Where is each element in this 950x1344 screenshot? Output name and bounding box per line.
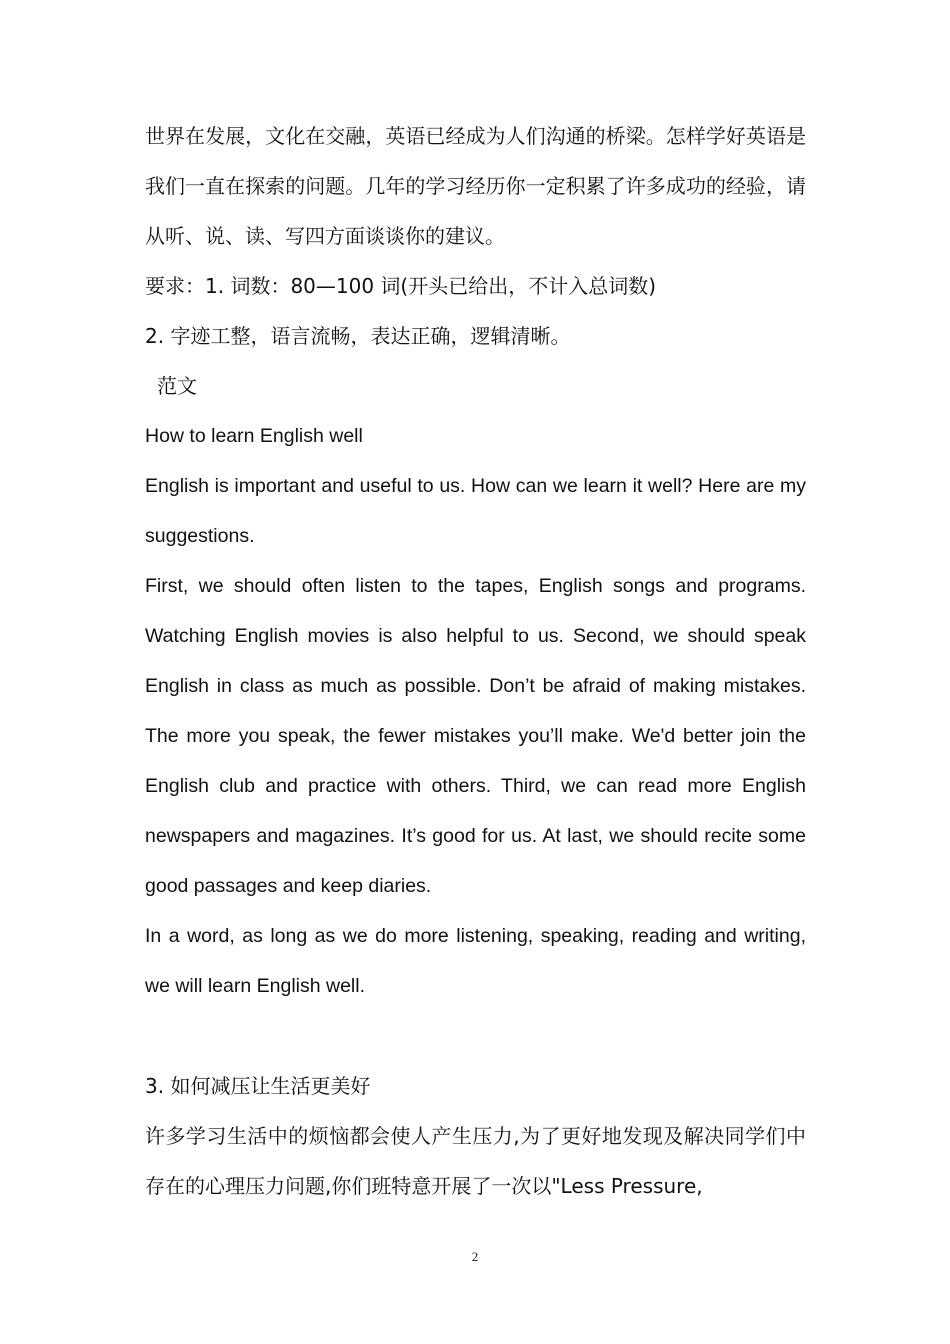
requirement-1: 要求：1. 词数：80—100 词(开头已给出，不计入总词数) bbox=[145, 274, 657, 298]
sample-heading: 范文 bbox=[157, 374, 197, 398]
section-spacer bbox=[145, 1011, 806, 1061]
requirement-2: 2. 字迹工整，语言流畅，表达正确，逻辑清晰。 bbox=[145, 324, 571, 348]
document-body bbox=[145, 111, 806, 1211]
essay-paragraph-2: First, we should often listen to the tapes, English songs and programs. Watching English movies is also helpful to us. Second, we should speak English in class as much as possible. Don’t be afraid of making mistakes. The more you speak, the fewer mistakes you’ll make. We'd better join the English club and practice with others. Third, we can read more English newspapers and magazines. It’s good for us. At last, we should recite some good passages and keep diaries. bbox=[145, 575, 806, 897]
section-3-paragraph: 许多学习生活中的烦恼都会使人产生压力,为了更好地发现及解决同学们中存在的心理压力问题,你们班特意开展了一次以"Less Pressure, bbox=[145, 1124, 806, 1198]
page-number: 2 bbox=[471, 1249, 479, 1264]
section-3-title: 3. 如何减压让生活更美好 bbox=[145, 1074, 371, 1098]
prompt-paragraph: 世界在发展，文化在交融，英语已经成为人们沟通的桥梁。怎样学好英语是我们一直在探索的问题。几年的学习经历你一定积累了许多成功的经验，请从听、说、读、写四方面谈谈你的建议。 bbox=[145, 124, 806, 248]
essay-paragraph-1: English is important and useful to us. How can we learn it well? Here are my suggestions. bbox=[145, 475, 806, 547]
essay-paragraph-3: In a word, as long as we do more listening, speaking, reading and writing, we will learn English well. bbox=[145, 925, 806, 997]
essay-title: How to learn English well bbox=[145, 425, 363, 447]
